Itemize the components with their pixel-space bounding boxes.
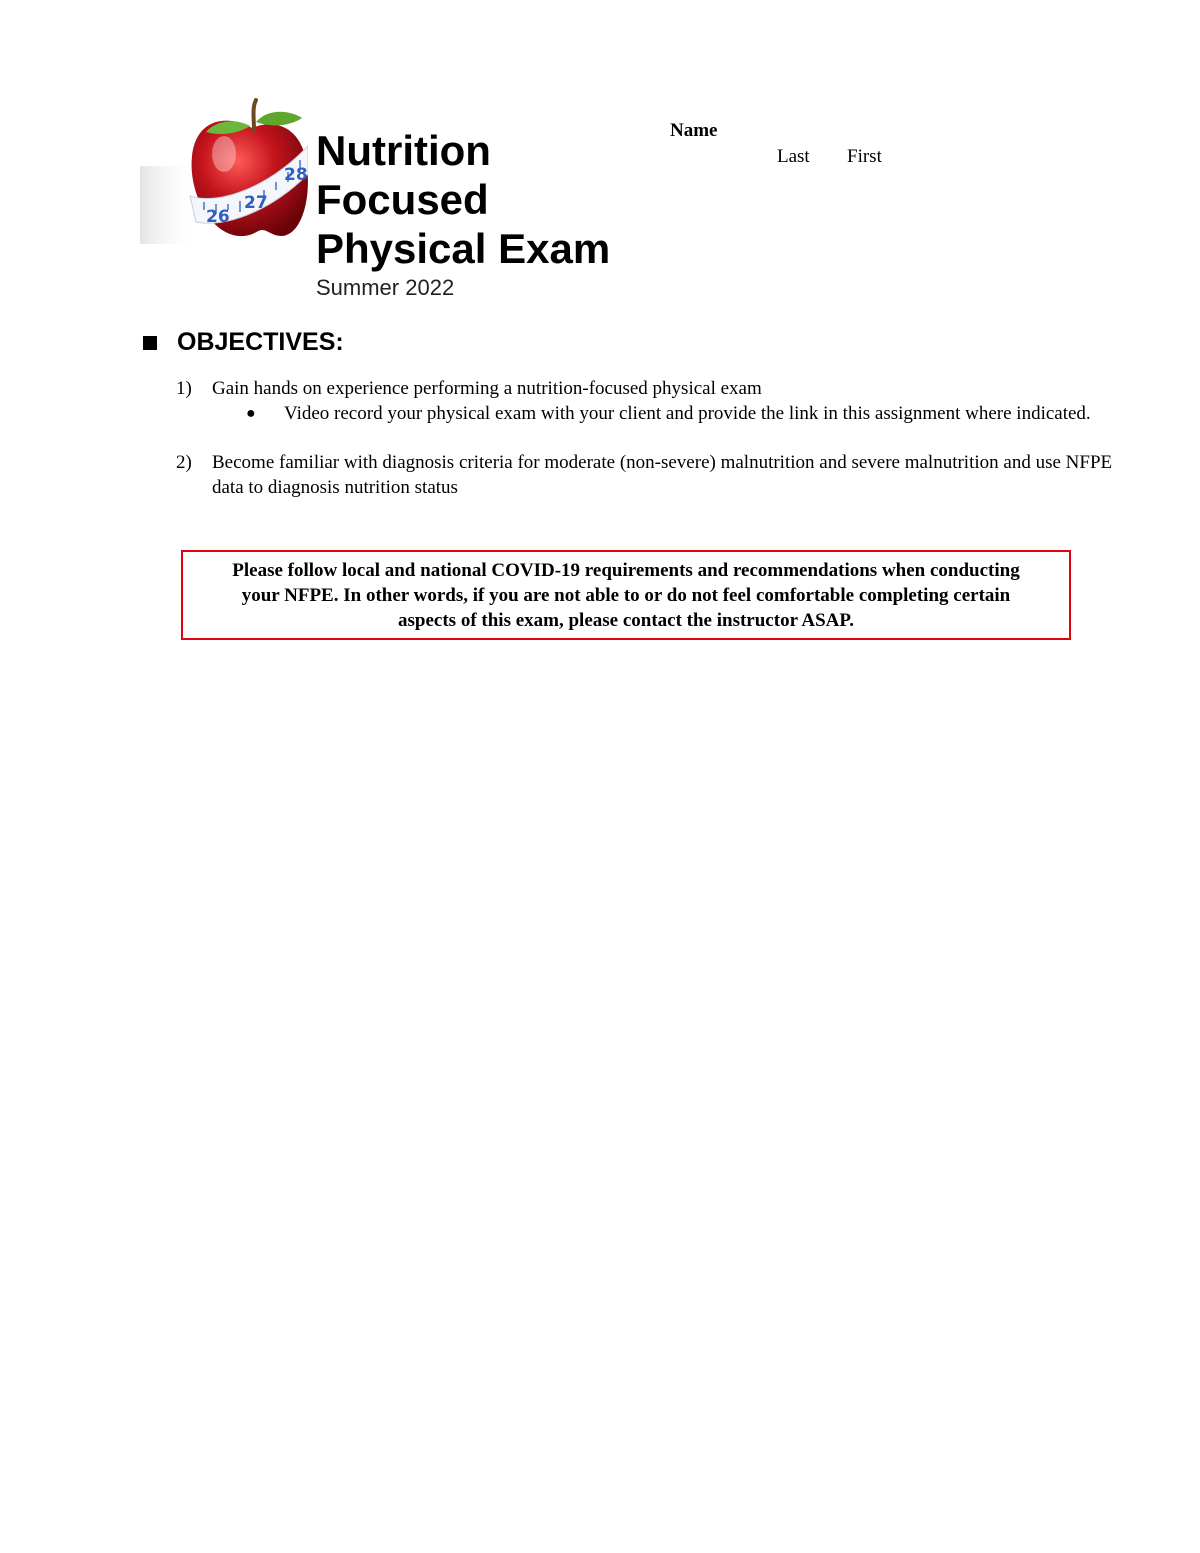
list-item-text: Become familiar with diagnosis criteria for moderate (non-severe) malnutrition and severe malnutrition and use NFPE data to diagnosis nutrition status — [212, 452, 1113, 498]
covid-notice-text: Please follow local and national COVID-19 requirements and recommendations when conducting your NFPE. In other words, if you are not able to or do not feel comfortable completing certain aspects of this exam, please contact the instructor ASAP. — [232, 559, 1020, 631]
name-first-field[interactable]: First — [847, 146, 882, 167]
bullet-dot-icon: ● — [246, 405, 256, 422]
objectives-list — [176, 376, 1116, 524]
svg-text:26: 26 — [206, 207, 230, 227]
list-item — [176, 376, 1116, 426]
document-subtitle: Summer 2022 — [316, 275, 455, 300]
list-item-number: 2) — [176, 452, 192, 473]
title-line: Focused — [316, 176, 489, 223]
apple-measuring-tape-icon — [140, 96, 308, 246]
sub-list-item-text: Video record your physical exam with your client and provide the link in this assignment where indicated. — [284, 403, 1091, 424]
objectives-heading — [143, 328, 344, 357]
document-title-block — [316, 126, 656, 302]
svg-text:28: 28 — [284, 165, 308, 185]
title-line: Physical Exam — [316, 225, 611, 272]
title-line: Nutrition — [316, 127, 491, 174]
name-last-field[interactable]: Last — [777, 146, 810, 167]
objectives-heading-text: OBJECTIVES: — [177, 328, 344, 356]
name-label: Name — [670, 120, 718, 141]
svg-text:27: 27 — [244, 193, 268, 213]
square-bullet-icon — [143, 336, 157, 350]
list-item-text: Gain hands on experience performing a nutrition-focused physical exam — [212, 378, 762, 399]
sub-list-item — [246, 401, 1116, 426]
list-item-number: 1) — [176, 378, 192, 399]
list-item — [176, 450, 1116, 500]
covid-notice-box — [181, 550, 1071, 640]
